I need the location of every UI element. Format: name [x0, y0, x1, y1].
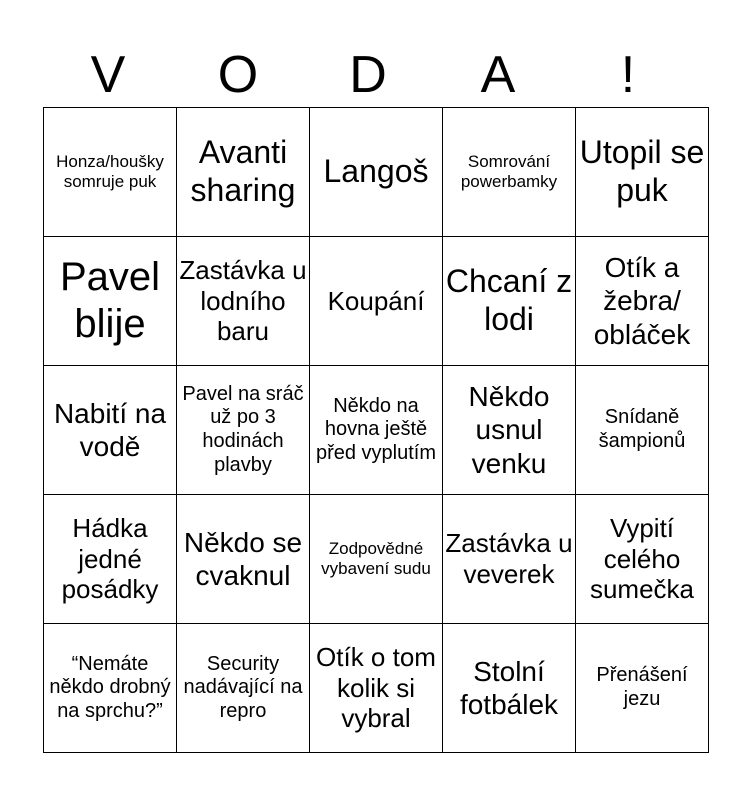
title-letter: O [217, 46, 259, 104]
bingo-title [43, 40, 693, 110]
bingo-cell: Somrování powerbamky [443, 108, 576, 237]
grid-row [44, 108, 709, 237]
grid-row [44, 624, 709, 753]
bingo-cell: Vypití celého sumečka [576, 495, 709, 624]
bingo-cell: “Nemáte někdo drobný na sprchu?” [44, 624, 177, 753]
bingo-cell: Security nadávající na repro [177, 624, 310, 753]
bingo-cell: Chcaní z lodi [443, 237, 576, 366]
bingo-cell: Zastávka u lodního baru [177, 237, 310, 366]
bingo-cell: Pavel blije [44, 237, 177, 366]
bingo-cell: Utopil se puk [576, 108, 709, 237]
bingo-cell: Někdo se cvaknul [177, 495, 310, 624]
grid-row [44, 237, 709, 366]
bingo-cell: Zodpovědné vybavení sudu [310, 495, 443, 624]
bingo-cell: Přenášení jezu [576, 624, 709, 753]
bingo-cell: Koupání [310, 237, 443, 366]
bingo-cell: Snídaně šampionů [576, 366, 709, 495]
grid-row [44, 495, 709, 624]
title-letter: ! [620, 46, 636, 104]
title-letter: V [90, 46, 126, 104]
bingo-cell: Nabití na vodě [44, 366, 177, 495]
bingo-cell: Zastávka u veverek [443, 495, 576, 624]
bingo-cell: Pavel na sráč už po 3 hodinách plavby [177, 366, 310, 495]
title-letter: A [480, 46, 516, 104]
bingo-cell: Otík a žebra/ obláček [576, 237, 709, 366]
bingo-cell: Někdo usnul venku [443, 366, 576, 495]
bingo-cell: Otík o tom kolik si vybral [310, 624, 443, 753]
bingo-grid [43, 107, 709, 753]
grid-row [44, 366, 709, 495]
bingo-cell: Langoš [310, 108, 443, 237]
bingo-cell: Avanti sharing [177, 108, 310, 237]
bingo-cell: Hádka jedné posádky [44, 495, 177, 624]
bingo-cell: Někdo na hovna ještě před vyplutím [310, 366, 443, 495]
title-letter: D [349, 46, 387, 104]
bingo-cell: Honza/houšky somruje puk [44, 108, 177, 237]
bingo-cell: Stolní fotbálek [443, 624, 576, 753]
